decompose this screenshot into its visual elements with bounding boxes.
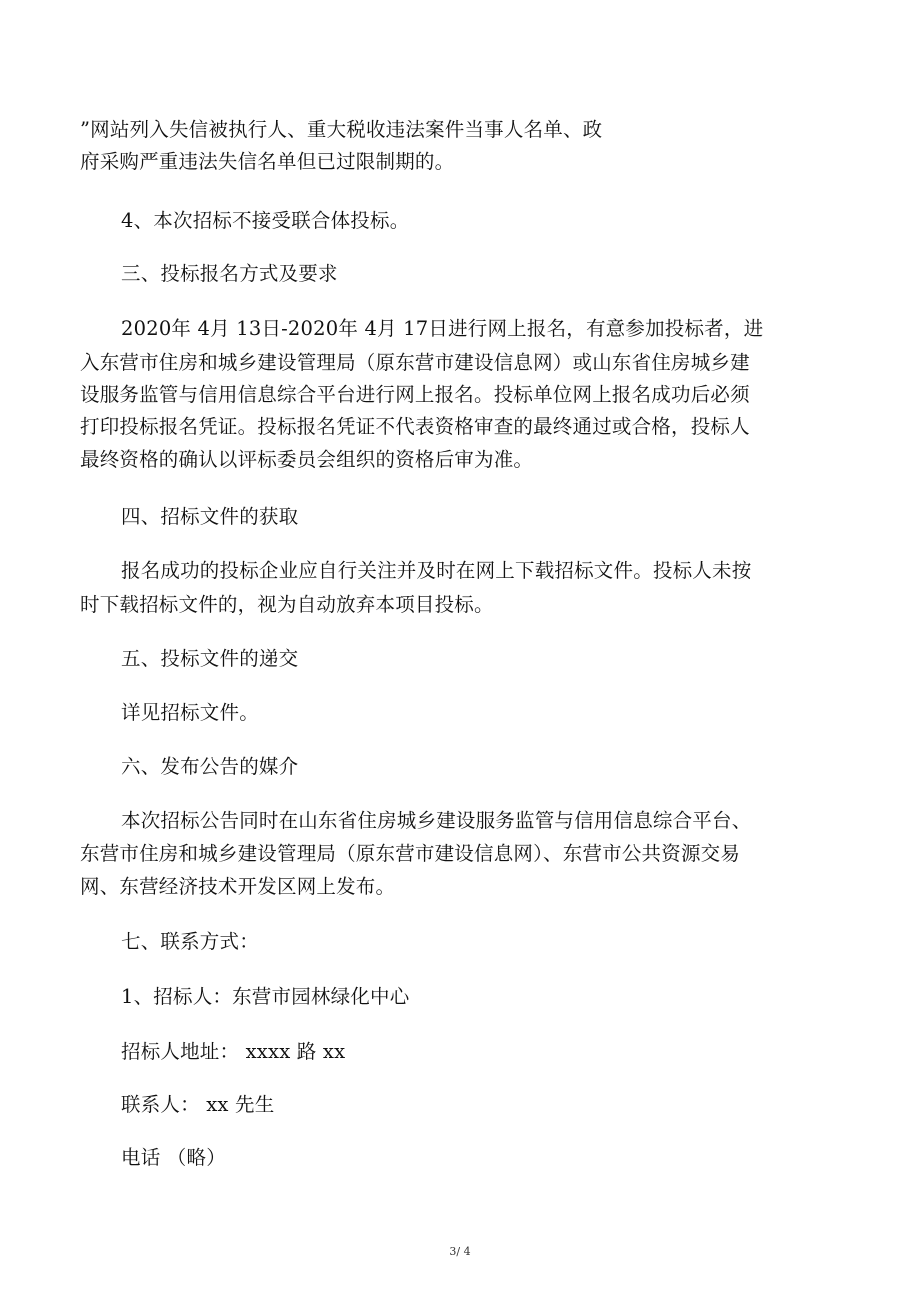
text-line: 详见招标文件。: [121, 701, 259, 724]
text-line: 设服务监管与信用信息综合平台进行网上报名。投标单位网上报名成功后必须: [80, 383, 750, 406]
section-heading: 五、投标文件的递交: [121, 647, 299, 670]
text-line: 报名成功的投标企业应自行关注并及时在网上下载招标文件。投标人未按: [121, 559, 752, 582]
contact-line: 1、招标人：东营市园林绿化中心: [121, 985, 410, 1008]
text-line: 网、东营经济技术开发区网上发布。: [80, 875, 396, 898]
text-line: 府采购严重违法失信名单但已过限制期的。: [80, 150, 455, 173]
section-heading: 三、投标报名方式及要求: [121, 262, 338, 285]
section-heading: 六、发布公告的媒介: [121, 755, 299, 778]
text-line: 打印投标报名凭证。投标报名凭证不代表资格审查的最终通过或合格，投标人: [80, 415, 750, 438]
text-line: 本次招标公告同时在山东省住房城乡建设服务监管与信用信息综合平台、: [121, 809, 752, 832]
text-line: ”网站列入失信被执行人、重大税收违法案件当事人名单、政: [80, 118, 603, 141]
text-line: 最终资格的确认以评标委员会组织的资格后审为准。: [80, 448, 534, 471]
section-heading: 四、招标文件的获取: [121, 505, 299, 528]
page-number: 3/ 4: [449, 1245, 471, 1258]
section-heading: 七、联系方式：: [121, 930, 259, 953]
text-line: 时下载招标文件的，视为自动放弃本项目投标。: [80, 593, 494, 616]
contact-line: 联系人： xx 先生: [121, 1093, 275, 1116]
text-line: 入东营市住房和城乡建设管理局（原东营市建设信息网）或山东省住房城乡建: [80, 351, 750, 374]
text-line: 东营市住房和城乡建设管理局（原东营市建设信息网）、东营市公共资源交易: [80, 842, 741, 865]
contact-line: 电话 （略）: [121, 1146, 226, 1169]
text-line: 2020年 4月 13日-2020年 4月 17日进行网上报名，有意参加投标者，进: [121, 317, 764, 340]
contact-line: 招标人地址： xxxx 路 xx: [121, 1040, 346, 1063]
text-line: 4、本次招标不接受联合体投标。: [121, 209, 410, 232]
